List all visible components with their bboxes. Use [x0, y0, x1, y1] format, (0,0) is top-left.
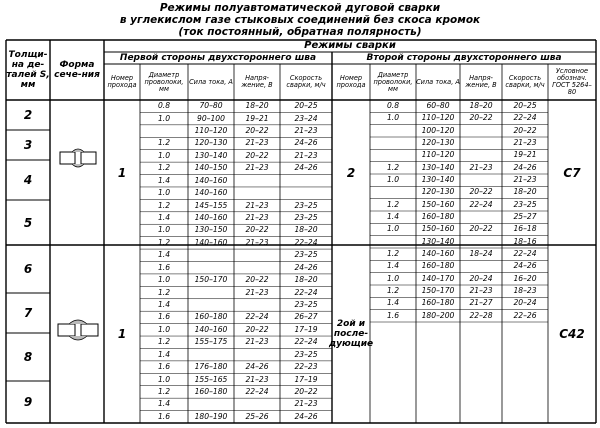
first-side-rows-cell: 21–23 [245, 163, 269, 173]
designation-upper: С7 [563, 165, 581, 180]
first-side-rows-cell: 130–150 [194, 225, 228, 235]
thickness-8: 8 [23, 350, 33, 364]
thickness-2: 2 [23, 108, 33, 122]
header-first-side: Первой стороны двухстороннего шва [119, 53, 317, 63]
second-side-rows-cell: 130–140 [421, 236, 455, 246]
first-side-rows-cell: 1.4 [157, 299, 171, 309]
first-side-rows-cell: 20–22 [245, 150, 269, 160]
first-side-rows-cell: 21–23 [294, 150, 318, 160]
second-side-rows-cell: 20–25 [513, 101, 537, 111]
second-side-rows-cell: 22–24 [513, 113, 537, 123]
second-side-rows-cell: 16–18 [513, 224, 537, 234]
first-side-rows-cell [280, 187, 332, 199]
second-side-rows-cell: 1.4 [386, 212, 400, 222]
first-side-rows-cell: 1.6 [157, 312, 171, 322]
second-side-rows-cell: 110–120 [421, 113, 455, 123]
second-pass-number-lower: 2ой и после-дующие [328, 319, 374, 349]
second-side-rows-cell: 20–24 [513, 298, 537, 308]
first-side-rows-cell [188, 249, 234, 261]
second-side-rows-cell: 1.4 [386, 298, 400, 308]
header-pass-1: Номер прохода [107, 74, 137, 89]
header-pass-2: Номер прохода [336, 74, 366, 89]
first-side-rows-cell: 140–150 [194, 163, 228, 173]
second-side-rows-cell: 22–24 [469, 199, 493, 209]
first-side-rows-cell [280, 175, 332, 187]
first-side-rows-cell: 1.6 [157, 262, 171, 272]
second-side-rows-cell: 20–22 [513, 125, 537, 135]
first-pass-number-lower: 1 [117, 327, 127, 341]
first-side-rows-cell: 24–26 [294, 138, 318, 148]
first-side-rows-cell: 145–155 [194, 200, 228, 210]
first-side-rows-cell: 22–24 [294, 237, 318, 247]
first-side-rows-cell: 110–120 [194, 126, 228, 136]
header-thickness: Толщи-на де-талей S, мм [6, 50, 50, 90]
first-side-rows-cell: 1.2 [157, 237, 171, 247]
first-side-rows-cell [234, 398, 280, 410]
first-side-rows-cell: 17–19 [294, 374, 318, 384]
first-side-rows-cell [188, 262, 234, 274]
second-side-rows-cell: 130–140 [421, 162, 455, 172]
first-side-rows-cell [234, 262, 280, 274]
second-side-rows-cell [460, 260, 502, 272]
second-side-rows-cell: 150–160 [421, 199, 455, 209]
second-side-rows-cell: 120–130 [421, 187, 455, 197]
thickness-3: 3 [23, 138, 33, 152]
first-side-rows-cell: 1.0 [157, 113, 171, 123]
second-side-rows-cell: 110–120 [421, 150, 455, 160]
first-side-rows-cell: 0.8 [157, 101, 171, 111]
first-side-rows-cell: 26–27 [294, 312, 318, 322]
second-side-rows-cell: 24–26 [513, 162, 537, 172]
first-side-rows-cell: 1.2 [157, 386, 171, 396]
second-side-rows-cell: 24–26 [513, 261, 537, 271]
second-side-rows-cell: 1.0 [386, 273, 400, 283]
first-side-rows-cell: 70–80 [199, 101, 223, 111]
second-side-rows-cell: 150–170 [421, 286, 455, 296]
first-side-rows-cell: 23–25 [294, 299, 318, 309]
second-side-rows-cell: 20–22 [469, 187, 493, 197]
second-side-rows-cell: 18–24 [469, 249, 493, 259]
header-designation: Условное обознач. ГОСТ 5264–80 [552, 67, 592, 96]
second-side-rows-cell: 160–180 [421, 212, 455, 222]
header-second-side: Второй стороны двухстороннего шва [366, 53, 562, 63]
second-side-rows-cell: 1.0 [386, 113, 400, 123]
first-side-rows-cell: 19–21 [245, 113, 269, 123]
second-side-rows-cell: 20–22 [469, 113, 493, 123]
first-side-rows-cell: 1.4 [157, 250, 171, 260]
second-side-rows-cell: 140–170 [421, 273, 455, 283]
first-side-rows-cell [188, 398, 234, 410]
second-side-rows-cell: 0.8 [386, 101, 400, 111]
first-side-rows-cell: 23–25 [294, 213, 318, 222]
first-side-rows-cell: 1.4 [157, 399, 171, 409]
first-side-rows-cell: 21–23 [245, 138, 269, 148]
first-side-rows-cell [140, 125, 188, 137]
first-side-rows-cell: 18–20 [294, 225, 318, 235]
header-modes: Режимы сварки [304, 40, 396, 51]
first-side-rows-cell: 21–23 [245, 337, 269, 347]
first-side-rows-cell: 20–22 [245, 126, 269, 136]
second-side-rows-cell: 21–27 [469, 298, 493, 308]
second-side-rows-cell: 1.2 [386, 286, 400, 296]
first-side-rows-cell: 140–160 [194, 324, 228, 334]
first-side-rows-cell: 1.2 [157, 287, 171, 297]
second-side-rows-cell: 23–25 [513, 199, 537, 209]
second-side-rows-cell: 18–16 [513, 236, 537, 246]
second-side-rows-cell: 130–140 [421, 175, 455, 185]
second-side-rows-cell [370, 186, 416, 198]
header-voltage-2: Напря-жение, В [465, 74, 497, 89]
first-side-rows-cell: 1.0 [157, 374, 171, 384]
first-side-rows-cell [234, 175, 280, 187]
second-side-rows-cell: 1.4 [386, 261, 400, 271]
first-side-rows-cell: 24–26 [245, 362, 269, 372]
header-wire-1: Диаметр проволоки, мм [144, 70, 184, 93]
second-side-rows-cell: 22–28 [469, 310, 493, 320]
header-current-1: Сила тока, А [189, 77, 233, 86]
second-side-rows-cell [460, 211, 502, 223]
first-side-rows-cell: 23–25 [294, 349, 318, 359]
first-side-rows-cell: 20–22 [294, 386, 318, 396]
second-side-rows-cell [370, 236, 416, 248]
second-pass-number-upper: 2 [346, 165, 356, 180]
title-line-1: Режимы полуавтоматической дуговой сварки [159, 2, 441, 14]
header-section-form: Форма сече-ния [54, 60, 100, 80]
first-side-rows-cell: 23–24 [294, 113, 318, 123]
first-pass-number-upper: 1 [117, 165, 127, 180]
second-side-rows-cell [460, 137, 502, 149]
second-side-rows-cell: 100–120 [421, 125, 455, 135]
second-side-rows-cell: 21–23 [513, 175, 537, 185]
first-side-rows-cell: 1.2 [157, 200, 171, 210]
first-side-rows-cell: 22–24 [245, 312, 269, 322]
first-side-rows-cell: 21–23 [245, 200, 269, 210]
header-current-2: Сила тока, А [416, 77, 460, 86]
first-side-rows-cell: 155–175 [194, 337, 228, 347]
second-side-rows-cell: 22–24 [513, 249, 537, 259]
first-side-rows-cell: 1.6 [157, 411, 171, 421]
thickness-4: 4 [23, 173, 33, 187]
first-side-rows-cell: 1.2 [157, 337, 171, 347]
second-side-rows-cell: 1.2 [386, 249, 400, 259]
second-side-rows-cell [460, 125, 502, 137]
second-side-rows-cell [460, 149, 502, 161]
first-side-rows-cell: 18–20 [294, 275, 318, 285]
header-wire-2: Диаметр проволоки, мм [373, 70, 413, 93]
first-side-rows-cell: 21–23 [294, 399, 318, 409]
first-side-rows-cell [234, 348, 280, 360]
first-side-rows-cell [234, 187, 280, 199]
first-side-rows-cell: 140–160 [194, 188, 228, 198]
second-side-rows-cell: 1.6 [386, 310, 400, 320]
first-side-rows-cell: 1.2 [157, 138, 171, 148]
first-side-rows-cell: 18–20 [245, 101, 269, 111]
second-side-rows-cell: 16–20 [513, 273, 537, 283]
second-side-rows-cell: 19–21 [513, 150, 537, 160]
first-side-rows-cell: 23–25 [294, 250, 318, 260]
second-side-rows-cell: 20–22 [469, 224, 493, 234]
second-side-rows-cell: 18–20 [513, 187, 537, 197]
first-side-rows-cell: 1.0 [157, 324, 171, 334]
title-line-2: в углекислом газе стыковых соединений без скоса кромок [119, 14, 481, 26]
second-side-rows-cell: 1.2 [386, 162, 400, 172]
first-side-rows-cell: 24–26 [294, 411, 318, 421]
first-side-rows-cell [188, 286, 234, 298]
thickness-7: 7 [23, 306, 33, 320]
first-side-rows-cell: 160–180 [194, 312, 228, 322]
first-side-rows-cell: 17–19 [294, 324, 318, 334]
second-side-rows-cell: 18–23 [513, 286, 537, 296]
first-side-rows-cell: 140–160 [194, 237, 228, 247]
first-side-rows-cell: 25–26 [245, 411, 269, 421]
designation-lower: С42 [559, 327, 585, 341]
second-side-rows-cell: 25–27 [513, 212, 537, 222]
thickness-6: 6 [23, 262, 33, 276]
first-side-rows-cell [234, 299, 280, 311]
second-side-rows-cell: 21–23 [469, 162, 493, 172]
first-side-rows-cell: 1.0 [157, 150, 171, 160]
first-side-rows-cell: 22–24 [245, 386, 269, 396]
first-side-rows-cell: 140–160 [194, 213, 228, 222]
second-side-rows-cell [370, 137, 416, 149]
first-side-rows-cell: 160–180 [194, 386, 228, 396]
first-side-rows-cell [188, 348, 234, 360]
first-side-rows-cell: 150–170 [194, 275, 228, 285]
first-side-rows-cell: 24–26 [294, 262, 318, 272]
second-side-rows-cell: 60–80 [426, 101, 450, 111]
first-side-rows-cell: 130–140 [194, 150, 228, 160]
thickness-5: 5 [23, 215, 33, 230]
first-side-rows-cell: 120–130 [194, 138, 228, 148]
first-side-rows-cell: 23–25 [294, 200, 318, 210]
header-speed-1: Скорость сварки, м/ч [286, 74, 326, 89]
title-line-3: (ток постоянный, обратная полярность) [178, 26, 422, 38]
first-side-rows-cell [188, 299, 234, 311]
first-side-rows-cell: 21–23 [245, 374, 269, 384]
first-side-rows-cell: 1.2 [157, 163, 171, 173]
first-side-rows-cell: 1.6 [157, 362, 171, 372]
first-side-rows-cell: 90–100 [197, 113, 225, 123]
header-speed-2: Скорость сварки, м/ч [505, 74, 545, 89]
first-side-rows-cell: 20–22 [245, 324, 269, 334]
first-side-rows-cell: 180–190 [194, 411, 228, 421]
first-side-rows-cell: 20–22 [245, 225, 269, 235]
thickness-9: 9 [23, 395, 33, 409]
first-side-rows-cell: 155–165 [194, 374, 228, 384]
second-side-rows-cell [370, 125, 416, 137]
first-side-rows-cell: 21–23 [245, 237, 269, 247]
first-side-rows-cell: 1.0 [157, 188, 171, 198]
first-side-rows-cell: 22–23 [294, 362, 318, 372]
header-voltage-1: Напря-жение, В [241, 74, 273, 89]
first-side-rows-cell: 21–23 [294, 126, 318, 136]
second-side-rows-cell: 21–23 [513, 138, 537, 148]
second-side-rows-cell: 140–160 [421, 249, 455, 259]
second-side-rows-cell: 22–26 [513, 310, 537, 320]
second-side-rows-cell: 160–180 [421, 298, 455, 308]
second-side-rows-cell: 18–20 [469, 101, 493, 111]
first-side-rows-cell: 1.4 [157, 175, 171, 185]
first-side-rows-cell: 22–24 [294, 287, 318, 297]
second-side-rows-cell: 1.0 [386, 224, 400, 234]
first-side-rows-cell: 1.0 [157, 275, 171, 285]
second-side-rows-cell: 1.2 [386, 199, 400, 209]
first-side-rows-cell: 140–160 [194, 175, 228, 185]
first-side-rows-cell: 1.0 [157, 225, 171, 235]
second-side-rows-cell: 1.0 [386, 175, 400, 185]
first-side-rows-cell: 176–180 [194, 362, 228, 372]
first-side-rows-cell: 22–24 [294, 337, 318, 347]
second-side-rows-cell [370, 149, 416, 161]
first-side-rows-cell: 1.4 [157, 349, 171, 359]
second-side-rows-cell: 120–130 [421, 138, 455, 148]
first-side-rows-cell: 24–26 [294, 163, 318, 173]
first-side-rows-cell: 20–22 [245, 275, 269, 285]
second-side-rows-cell: 180–200 [421, 310, 455, 320]
first-side-rows-cell: 21–23 [245, 213, 269, 222]
second-side-rows-cell: 150–160 [421, 224, 455, 234]
joint-section-sketch-top [58, 146, 98, 170]
joint-section-sketch-bottom [56, 316, 100, 346]
second-side-rows-cell [460, 174, 502, 186]
first-side-rows-cell [234, 249, 280, 261]
first-side-rows-cell: 20–25 [294, 101, 318, 111]
second-side-rows-cell: 160–180 [421, 261, 455, 271]
first-side-rows-cell: 21–23 [245, 287, 269, 297]
first-side-rows-cell: 1.4 [157, 213, 171, 222]
second-side-rows-cell: 21–23 [469, 286, 493, 296]
second-side-rows-cell [460, 236, 502, 248]
second-side-rows-cell: 20–24 [469, 273, 493, 283]
